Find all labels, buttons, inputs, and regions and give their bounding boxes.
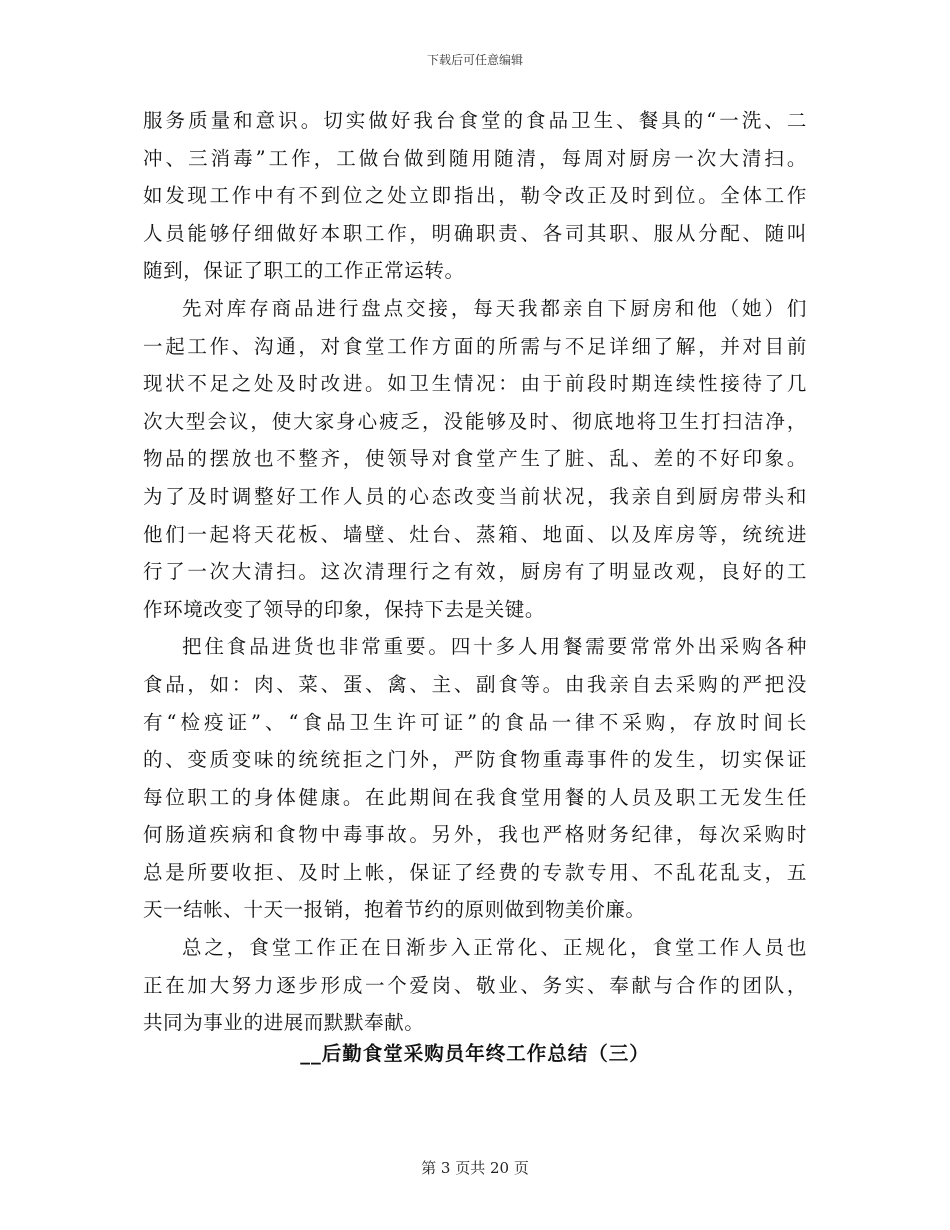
text-line: 次大型会议，使大家身心疲乏，没能够及时、彻底地将卫生打扫洁净， [143,409,807,433]
text-line: 天一结帐、十天一报销，抱着节约的原则做到物美价廉。 [143,898,646,922]
section-title: __后勤食堂采购员年终工作总结（三） [300,1042,650,1065]
text-line: 把住食品进货也非常重要。四十多人用餐需要常常外出采购各种 [182,635,807,659]
text-line: 为了及时调整好工作人员的心态改变当前状况，我亲自到厨房带头和 [143,484,807,508]
text-line: 人员能够仔细做好本职工作，明确职责、各司其职、服从分配、随叫 [143,221,807,245]
text-line: 总之，食堂工作正在日渐步入正常化、正规化，食堂工作人员也 [182,936,807,960]
page-header: 下载后可任意编辑 [426,53,523,67]
text-line: 先对库存商品进行盘点交接，每天我都亲自下厨房和他（她）们 [182,296,807,320]
text-line: 行了一次大清扫。这次清理行之有效，厨房有了明显改观，良好的工 [143,560,807,584]
document-body [143,102,807,1042]
text-line: 何肠道疾病和食物中毒事故。另外，我也严格财务纪律，每次采购时 [143,823,807,847]
text-line: 随到，保证了职工的工作正常运转。 [143,259,465,283]
text-line: 食品，如：肉、菜、蛋、禽、主、副食等。由我亲自去采购的严把没 [143,672,807,696]
text-line: 共同为事业的进展而默默奉献。 [143,1011,425,1035]
text-line: 如发现工作中有不到位之处立即指出，勒令改正及时到位。全体工作 [143,184,807,208]
text-line: 冲、三消毒”工作，工做台做到随用随清，每周对厨房一次大清扫。 [143,146,807,170]
page-number-footer: 第 3 页共 20 页 [421,1159,529,1177]
text-line: 服务质量和意识。切实做好我台食堂的食品卫生、餐具的“一洗、二 [143,109,807,132]
text-line: 正在加大努力逐步形成一个爱岗、敬业、务实、奉献与合作的团队， [143,973,807,997]
text-line: 总是所要收拒、及时上帐，保证了经费的专款专用、不乱花乱支，五 [143,860,807,884]
paragraph [143,628,807,929]
text-line: 每位职工的身体健康。在此期间在我食堂用餐的人员及职工无发生任 [143,785,807,809]
paragraph [143,290,807,628]
paragraph [143,102,807,290]
text-line: 作环境改变了领导的印象，保持下去是关键。 [143,597,546,621]
text-line: 有“检疫证”、“食品卫生许可证”的食品一律不采购，存放时间长 [143,710,807,734]
text-line: 物品的摆放也不整齐，使领导对食堂产生了脏、乱、差的不好印象。 [143,447,807,471]
paragraph [143,929,807,1042]
text-line: 的、变质变味的统统拒之门外，严防食物重毒事件的发生，切实保证 [143,748,807,772]
text-line: 现状不足之处及时改进。如卫生情况：由于前段时期连续性接待了几 [143,372,807,396]
text-line: 他们一起将天花板、墙壁、灶台、蒸箱、地面、以及库房等，统统进 [143,522,807,546]
text-line: 一起工作、沟通，对食堂工作方面的所需与不足详细了解，并对目前 [143,334,807,358]
